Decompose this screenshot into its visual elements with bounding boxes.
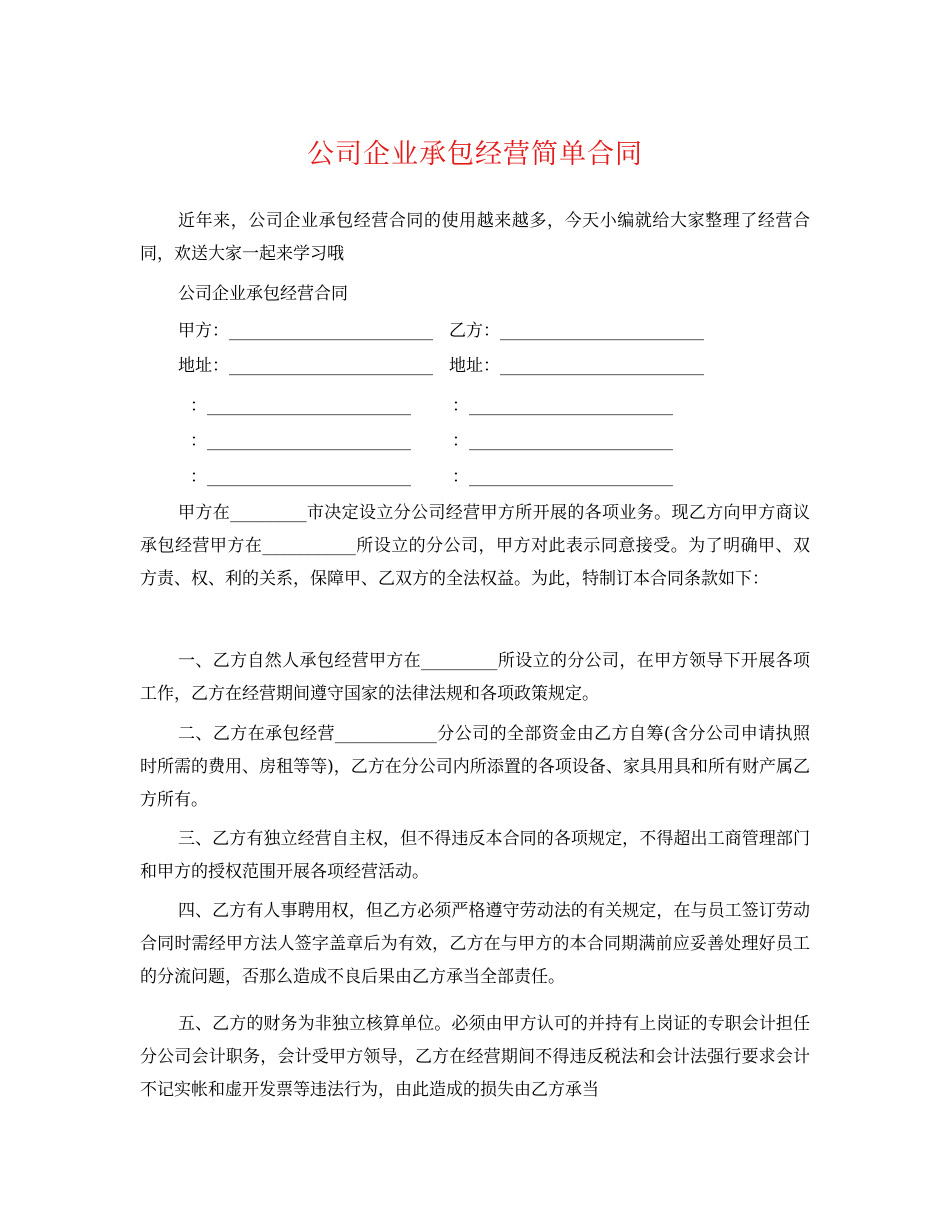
blank-field-left: ：________________________ [190, 396, 411, 416]
blank-field-right: ：________________________ [452, 396, 673, 416]
blank-field-left: ：________________________ [190, 467, 411, 487]
address-b-field: 地址：________________________ [449, 356, 704, 376]
document-title: 公司企业承包经营简单合同 [307, 139, 643, 170]
party-a-field: 甲方：________________________ [178, 321, 433, 341]
party-b-field: 乙方：________________________ [449, 321, 704, 341]
clause-3-paragraph: 三、乙方有独立经营自主权，但不得违反本合同的各项规定，不得超出工商管理部门和甲方的授权范围开展各项经营活动。 [140, 829, 810, 882]
clause-1-paragraph: 一、乙方自然人承包经营甲方在_________所设立的分公司，在甲方领导下开展各项工作，乙方在经营期间遵守国家的法律法规和各项政策规定。 [140, 651, 810, 704]
clause-5-paragraph: 五、乙方的财务为非独立核算单位。必须由甲方认可的并持有上岗证的专职会计担任分公司会计职务，会计受甲方领导，乙方在经营期间不得违反税法和会计法强行要求会计不记实帐和虚开发票等违法行为，由此造成的损失由乙方承当 [140, 1014, 810, 1100]
blank-field-right: ：________________________ [452, 431, 673, 451]
blank-field-left: ：________________________ [190, 431, 411, 451]
contract-subtitle: 公司企业承包经营合同 [178, 284, 348, 304]
blank-field-right: ：________________________ [452, 467, 673, 487]
address-a-field: 地址：________________________ [178, 356, 433, 376]
clause-4-paragraph: 四、乙方有人事聘用权，但乙方必须严格遵守劳动法的有关规定，在与员工签订劳动合同时需经甲方法人签字盖章后为有效，乙方在与甲方的本合同期满前应妥善处理好员工的分流问题，否那么造成不良后果由乙方承当全部责任。 [140, 901, 810, 987]
intro-paragraph: 近年来，公司企业承包经营合同的使用越来越多，今天小编就给大家整理了经营合同，欢送大家一起来学习哦 [140, 211, 810, 264]
preamble-paragraph: 甲方在_________市决定设立分公司经营甲方所开展的各项业务。现乙方向甲方商议承包经营甲方在___________所设立的分公司，甲方对此表示同意接受。为了明确甲、双方责、权、利的关系，保障甲、乙双方的全法权益。为此，特制订本合同条款如下： [140, 503, 810, 589]
clause-2-paragraph: 二、乙方在承包经营____________分公司的全部资金由乙方自筹(含分公司申请执照时所需的费用、房租等等)，乙方在分公司内所添置的各项设备、家具用具和所有财产属乙方所有。 [140, 724, 810, 810]
